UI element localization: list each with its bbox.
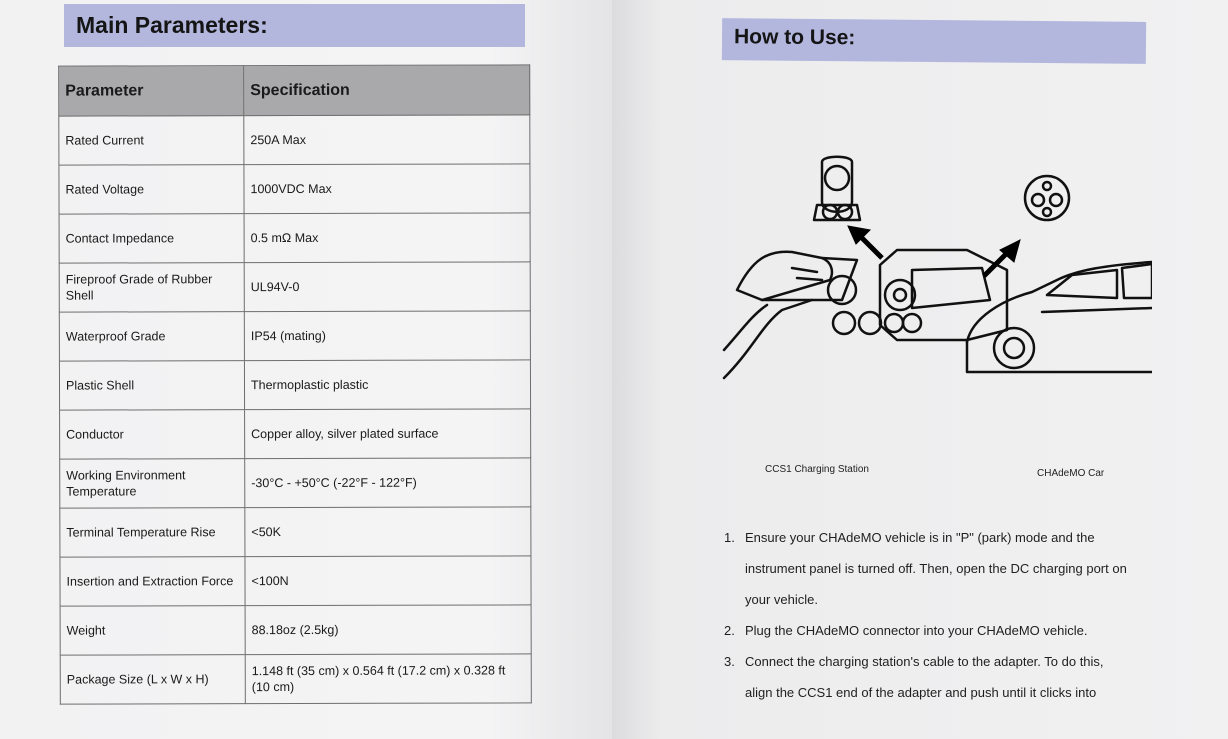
ccs1-station-caption: CCS1 Charging Station bbox=[765, 464, 869, 475]
specification-cell: <100N bbox=[245, 556, 531, 606]
table-header-row bbox=[59, 65, 530, 116]
specification-cell: Thermoplastic plastic bbox=[244, 360, 530, 410]
specification-cell: -30°C - +50°C (-22°F - 122°F) bbox=[245, 458, 531, 508]
header-specification: Specification bbox=[244, 65, 530, 116]
parameters-table bbox=[58, 64, 532, 704]
parameter-cell: Rated Current bbox=[59, 116, 244, 165]
main-parameters-title: Main Parameters: bbox=[76, 12, 268, 38]
specification-cell: 1000VDC Max bbox=[244, 164, 530, 214]
specification-cell: <50K bbox=[245, 507, 531, 557]
specification-cell: IP54 (mating) bbox=[244, 311, 530, 361]
how-to-use-heading bbox=[722, 18, 1146, 64]
usage-steps-list bbox=[724, 522, 1134, 708]
parameter-cell: Waterproof Grade bbox=[59, 312, 244, 361]
parameter-cell: Weight bbox=[60, 606, 245, 655]
main-parameters-heading bbox=[64, 4, 525, 47]
adapter-illustration bbox=[722, 150, 1152, 390]
list-item bbox=[724, 646, 1134, 708]
table-row bbox=[59, 311, 530, 361]
specification-cell: UL94V-0 bbox=[244, 262, 530, 312]
how-to-use-title: How to Use: bbox=[733, 25, 856, 50]
right-page bbox=[612, 0, 1228, 739]
parameter-cell: Insertion and Extraction Force bbox=[60, 557, 245, 606]
header-parameter: Parameter bbox=[59, 66, 244, 116]
parameter-cell: Working Environment Temperature bbox=[60, 459, 245, 508]
parameter-cell: Plastic Shell bbox=[59, 361, 244, 410]
table-row bbox=[59, 164, 530, 214]
list-item bbox=[724, 522, 1134, 615]
table-row bbox=[60, 409, 531, 459]
table-row bbox=[60, 556, 531, 606]
table-row bbox=[59, 115, 530, 165]
parameter-cell: Fireproof Grade of Rubber Shell bbox=[59, 263, 244, 312]
parameter-cell: Conductor bbox=[60, 410, 245, 459]
parameter-cell: Rated Voltage bbox=[59, 165, 244, 214]
step-text: Plug the CHAdeMO connector into your CHAdeMO vehicle. bbox=[745, 623, 1088, 638]
specification-cell: 0.5 mΩ Max bbox=[244, 213, 530, 263]
table-row bbox=[60, 605, 531, 655]
left-page bbox=[0, 0, 612, 739]
step-number: 3. bbox=[724, 654, 735, 669]
table-row bbox=[59, 262, 530, 312]
specification-cell: 1.148 ft (35 cm) x 0.564 ft (17.2 cm) x 0.328 ft (10 cm) bbox=[245, 654, 531, 704]
table-row bbox=[60, 507, 531, 557]
table-row bbox=[60, 458, 531, 508]
specification-cell: 250A Max bbox=[244, 115, 530, 165]
step-text: Ensure your CHAdeMO vehicle is in "P" (park) mode and the instrument panel is turned off. Then, open the DC charging port on your vehicle. bbox=[745, 530, 1127, 607]
chademo-car-caption: CHAdeMO Car bbox=[1037, 468, 1105, 479]
step-text: Connect the charging station's cable to the adapter. To do this, align the CCS1 end of the adapter and push until it clicks into bbox=[745, 654, 1104, 700]
parameter-cell: Contact Impedance bbox=[59, 214, 244, 263]
parameter-cell: Terminal Temperature Rise bbox=[60, 508, 245, 557]
table-row bbox=[59, 360, 530, 410]
step-number: 2. bbox=[724, 623, 735, 638]
parameter-cell: Package Size (L x W x H) bbox=[60, 655, 245, 704]
specification-cell: 88.18oz (2.5kg) bbox=[245, 605, 531, 655]
step-number: 1. bbox=[724, 530, 735, 545]
list-item bbox=[724, 615, 1134, 646]
table-row bbox=[60, 654, 531, 704]
table-row bbox=[59, 213, 530, 263]
specification-cell: Copper alloy, silver plated surface bbox=[245, 409, 531, 459]
